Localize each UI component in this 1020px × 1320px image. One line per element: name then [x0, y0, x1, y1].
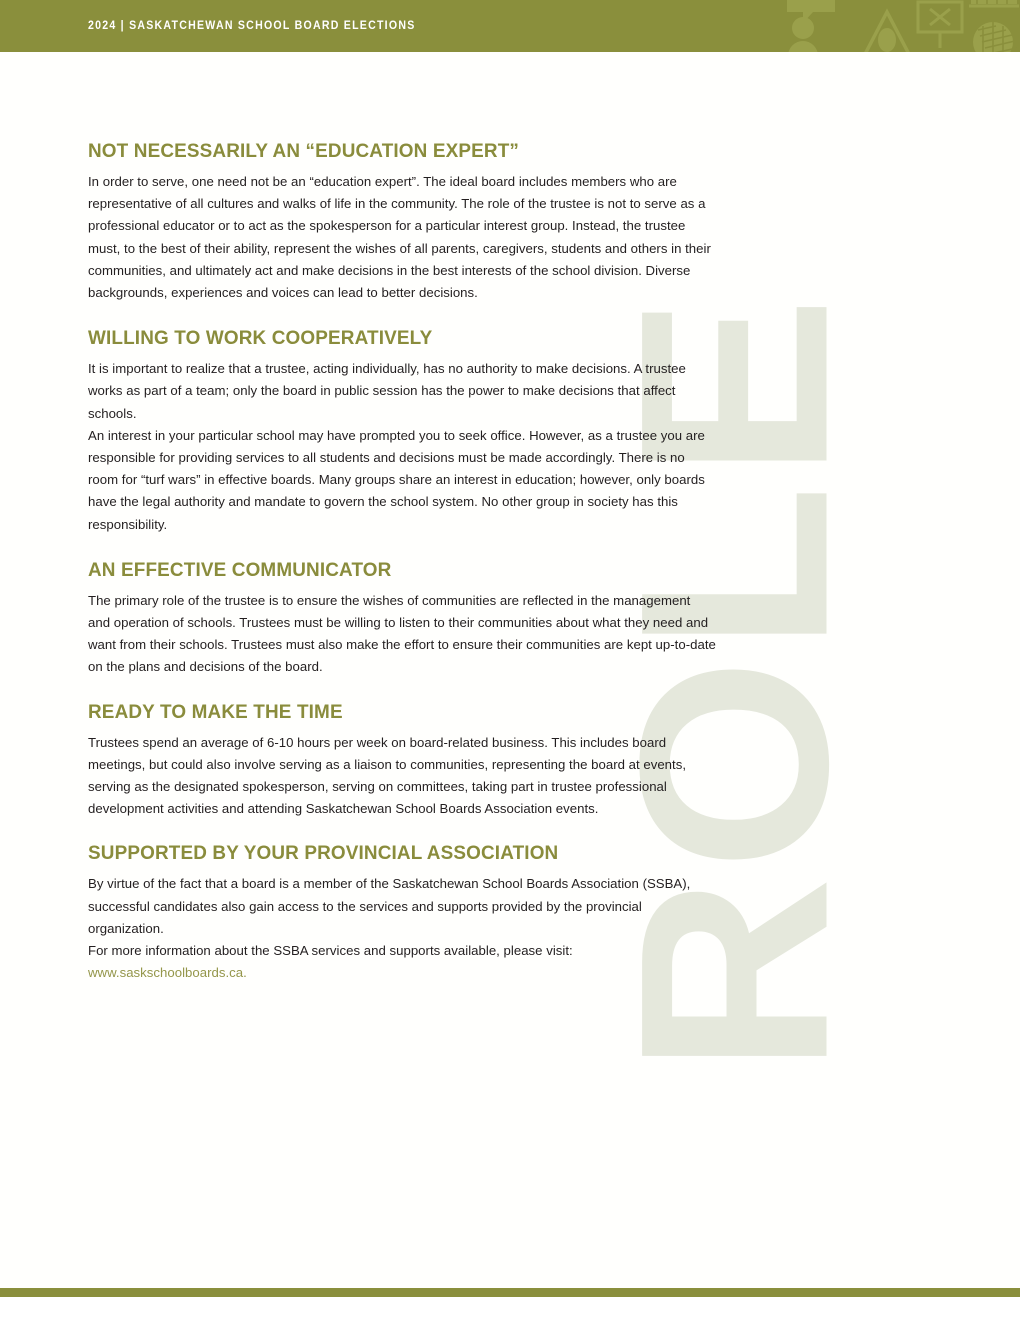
watermark-text: ROLE [583, 290, 884, 1075]
section-heading: SUPPORTED BY YOUR PROVINCIAL ASSOCIATION [88, 842, 559, 865]
section-spacer [88, 820, 716, 842]
ssba-website-link-line [88, 962, 716, 984]
section-paragraph: It is important to realize that a trustee, acting individually, has no authority to make decisions. A trustee works as part of a team; only the board in public session has the power to make decisions that affect schools. [88, 361, 686, 421]
section-spacer [88, 304, 716, 327]
section-spacer [88, 679, 716, 701]
section-paragraph: The primary role of the trustee is to ensure the wishes of communities are reflected in the management and operation of schools. Trustees must be willing to listen to their communities about what they need and want from their schools. Trustees must also make the effort to ensure their communities are kept up-to-date on the plans and decisions of the board. [88, 592, 716, 675]
header-title: 2024 | SASKATCHEWAN SCHOOL BOARD ELECTIONS [88, 20, 416, 32]
section-paragraph: Trustees spend an average of 6-10 hours per week on board-related business. This includes board meetings, but could also involve serving as a liaison to communities, representing the board at events, serving as the designated spokesperson, serving on committees, taking part in trustee professional development activities and attending Saskatchewan School Boards Association events. [88, 734, 687, 817]
section-supported-by-your-provincial-association [88, 842, 716, 984]
page-header-bar [0, 0, 1020, 52]
section-ready-to-make-the-time [88, 701, 716, 821]
section-paragraph: By virtue of the fact that a board is a member of the Saskatchewan School Boards Association (SSBA), successful candidates also gain access to the services and supports provided by the provincial organization. [88, 876, 691, 936]
footer-area [0, 1297, 1020, 1320]
section-heading: WILLING TO WORK COOPERATIVELY [88, 327, 433, 350]
header-decorative-icons [775, 0, 1020, 52]
section-heading: READY TO MAKE THE TIME [88, 700, 343, 723]
ssba-website-link[interactable]: www.saskschoolboards.ca. [88, 965, 247, 981]
section-heading: NOT NECESSARILY AN “EDUCATION EXPERT” [88, 140, 520, 162]
section-paragraph: An interest in your particular school may have prompted you to seek office. However, as a trustee you are responsible for providing services to all students and decisions must be made accordingly. There is no room for “turf wars” in effective boards. Many groups share an interest in education; however, only boards have the legal authority and mandate to govern the school system. No other group in society has this responsibility. [88, 427, 705, 532]
section-not-necessarily-an-education-expert [88, 140, 716, 304]
section-heading: AN EFFECTIVE COMMUNICATOR [88, 558, 392, 581]
section-spacer [88, 536, 716, 559]
footer-rule [0, 1288, 1020, 1297]
section-paragraph: In order to serve, one need not be an “education expert”. The ideal board includes members who are representative of all cultures and walks of life in the community. The role of the trustee is not to serve as a professional educator or to act as the spokesperson for a particular interest group. Instead, the trustee must, to the best of their ability, represent the wishes of all parents, caregivers, students and others in their communities, and ultimately act and make decisions in the best interests of the school division. Diverse backgrounds, experiences and voices can lead to better decisions. [88, 174, 711, 301]
section-an-effective-communicator [88, 559, 716, 679]
document-content [88, 140, 716, 984]
section-willing-to-work-cooperatively [88, 327, 716, 536]
section-paragraph: For more information about the SSBA services and supports available, please visit: [88, 943, 573, 959]
